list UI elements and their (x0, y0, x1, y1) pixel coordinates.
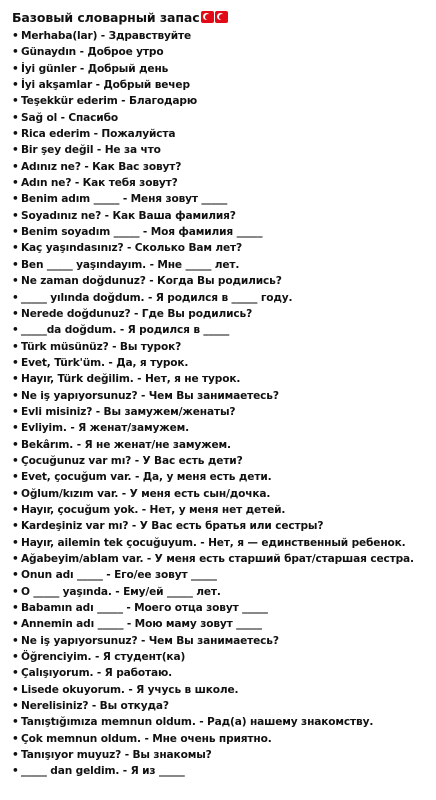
list-item (12, 763, 428, 779)
list-item (12, 290, 428, 306)
list-item (12, 404, 428, 420)
list-item-text: Rica ederim - Пожалуйста (21, 128, 176, 141)
bullet-icon: • (12, 422, 19, 435)
bullet-icon: • (12, 487, 19, 500)
bullet-icon: • (12, 356, 19, 369)
bullet-icon: • (12, 405, 19, 418)
bullet-icon: • (12, 700, 19, 713)
list-item (12, 371, 428, 387)
bullet-icon: • (12, 46, 19, 59)
bullet-icon: • (12, 569, 19, 582)
list-item (12, 584, 428, 600)
bullet-icon: • (12, 62, 19, 75)
bullet-icon: • (12, 242, 19, 255)
list-item-text: Ne iş yapıyorsunuz? - Чем Вы занимаетесь? (21, 634, 279, 647)
list-item-text: Nerelisiniz? - Вы откуда? (21, 700, 169, 713)
list-item (12, 257, 428, 273)
bullet-icon: • (12, 160, 19, 173)
list-item-text: Merhaba(lar) - Здравствуйте (21, 30, 192, 42)
bullet-icon: • (12, 226, 19, 239)
list-item-text: Günaydın - Доброе утро (21, 46, 164, 59)
bullet-icon: • (12, 177, 19, 190)
bullet-icon: • (12, 716, 19, 729)
bullet-icon: • (12, 30, 19, 42)
list-item-text: Onun adı _____ - Его/ее зовут _____ (21, 569, 217, 582)
list-item-text: Benim adım _____ - Меня зовут _____ (21, 193, 228, 206)
bullet-icon: • (12, 667, 19, 680)
list-item-text: Çalışıyorum. - Я работаю. (21, 667, 173, 680)
list-item-text: _____da doğdum. - Я родился в _____ (21, 324, 230, 337)
bullet-icon: • (12, 651, 19, 664)
bullet-icon: • (12, 340, 19, 353)
bullet-icon: • (12, 307, 19, 320)
list-item-text: Hayır, ailemin tek çocuğuyum. - Нет, я — единственный ребенок. (21, 536, 406, 549)
list-item (12, 322, 428, 338)
list-item (12, 388, 428, 404)
list-item-text: Ben _____ yaşındayım. - Мне _____ лет. (21, 258, 240, 271)
bullet-icon: • (12, 454, 19, 467)
list-item (12, 600, 428, 616)
list-item (12, 61, 428, 77)
list-item (12, 159, 428, 175)
list-item (12, 616, 428, 632)
list-item (12, 191, 428, 207)
bullet-icon: • (12, 209, 19, 222)
list-item-text: Tanışıyor muyuz? - Вы знакомы? (21, 749, 212, 762)
list-item-text: _____ dan geldim. - Я из _____ (21, 765, 185, 778)
list-item-text: Evliyim. - Я женат/замужем. (21, 422, 190, 435)
list-item (12, 142, 428, 158)
list-item-text: Çocuğunuz var mı? - У Вас есть дети? (21, 454, 243, 467)
bullet-icon: • (12, 79, 19, 92)
bullet-icon: • (12, 193, 19, 206)
list-item-text: Lisede okuyorum. - Я учусь в школе. (21, 683, 239, 696)
list-item-text: Nerede doğdunuz? - Где Вы родились? (21, 307, 253, 320)
list-item (12, 175, 428, 191)
list-item (12, 208, 428, 224)
list-item-text: Annemin adı _____ - Мою маму зовут _____ (21, 618, 262, 631)
list-item (12, 714, 428, 730)
list-item-text: Teşekkür ederim - Благодарю (21, 95, 197, 108)
list-item (12, 110, 428, 126)
bullet-icon: • (12, 373, 19, 386)
bullet-icon: • (12, 732, 19, 745)
list-item-text: İyi akşamlar - Добрый вечер (21, 79, 190, 92)
bullet-icon: • (12, 749, 19, 762)
list-item-text: Evet, çocuğum var. - Да, у меня есть дети. (21, 471, 272, 484)
list-item (12, 502, 428, 518)
list-item-text: İyi günler - Добрый день (21, 62, 169, 75)
list-item-text: Soyadınız ne? - Как Ваша фамилия? (21, 209, 236, 222)
list-item (12, 567, 428, 583)
list-item (12, 518, 428, 534)
list-item-text: Adınız ne? - Как Вас зовут? (21, 160, 182, 173)
title-row (12, 6, 428, 28)
list-item-text: _____ yılında doğdum. - Я родился в _____ году. (21, 291, 293, 304)
list-item-text: Hayır, çocuğum yok. - Нет, у меня нет детей. (21, 503, 286, 516)
list-item-text: Ağabeyim/ablam var. - У меня есть старший брат/старшая сестра. (21, 553, 414, 565)
list-item (12, 633, 428, 649)
bullet-icon: • (12, 291, 19, 304)
list-item-text: O _____ yaşında. - Ему/ей _____ лет. (21, 585, 221, 598)
list-item (12, 731, 428, 747)
bullet-icon: • (12, 634, 19, 647)
bullet-icon: • (12, 683, 19, 696)
list-item-text: Bir şey değil - Не за что (21, 144, 161, 157)
list-item (12, 551, 428, 567)
list-item-text: Çok memnun oldum. - Мне очень приятно. (21, 732, 272, 745)
list-item (12, 420, 428, 436)
bullet-icon: • (12, 503, 19, 516)
list-item-text: Bekârım. - Я не женат/не замужем. (21, 438, 231, 451)
list-item (12, 339, 428, 355)
list-item (12, 240, 428, 256)
list-item (12, 306, 428, 322)
list-item-text: Adın ne? - Как тебя зовут? (21, 177, 178, 190)
list-item (12, 28, 428, 44)
list-item (12, 355, 428, 371)
list-item-text: Tanıştığımıza memnun oldum. - Рад(а) нашему знакомству. (21, 716, 374, 729)
bullet-icon: • (12, 389, 19, 402)
bullet-icon: • (12, 520, 19, 533)
list-item (12, 44, 428, 60)
list-item-text: Sağ ol - Спасибо (21, 111, 118, 124)
list-item (12, 126, 428, 142)
bullet-icon: • (12, 128, 19, 141)
bullet-icon: • (12, 536, 19, 549)
list-item (12, 649, 428, 665)
bullet-icon: • (12, 585, 19, 598)
list-item-text: Kardeşiniz var mı? - У Вас есть братья или сестры? (21, 520, 324, 533)
list-item (12, 665, 428, 681)
list-item (12, 698, 428, 714)
turkish-flag-icon (215, 11, 228, 23)
bullet-icon: • (12, 324, 19, 337)
list-item (12, 437, 428, 453)
list-item (12, 273, 428, 289)
page-title: Базовый словарный запас (12, 9, 200, 25)
list-item (12, 469, 428, 485)
turkish-flag-icon (201, 11, 214, 23)
bullet-icon: • (12, 258, 19, 271)
bullet-icon: • (12, 438, 19, 451)
list-item (12, 747, 428, 763)
list-item-text: Türk müsünüz? - Вы турок? (21, 340, 182, 353)
list-item (12, 77, 428, 93)
bullet-icon: • (12, 111, 19, 124)
list-item (12, 535, 428, 551)
bullet-icon: • (12, 275, 19, 288)
list-item-text: Babamın adı _____ - Моего отца зовут _____ (21, 602, 268, 615)
bullet-icon: • (12, 602, 19, 615)
bullet-icon: • (12, 144, 19, 157)
list-item-text: Hayır, Türk değilim. - Нет, я не турок. (21, 373, 241, 386)
list-item-text: Ne iş yapıyorsunuz? - Чем Вы занимаетесь? (21, 389, 279, 402)
list-item (12, 453, 428, 469)
bullet-icon: • (12, 95, 19, 108)
bullet-icon: • (12, 765, 19, 778)
list-item (12, 682, 428, 698)
list-item-text: Evli misiniz? - Вы замужем/женаты? (21, 405, 236, 418)
bullet-icon: • (12, 553, 19, 565)
list-item-text: Oğlum/kızım var. - У меня есть сын/дочка. (21, 487, 271, 500)
list-item (12, 93, 428, 109)
list-item-text: Kaç yaşındasınız? - Сколько Вам лет? (21, 242, 243, 255)
bullet-icon: • (12, 471, 19, 484)
list-item-text: Benim soyadım _____ - Моя фамилия _____ (21, 226, 263, 239)
list-item (12, 486, 428, 502)
list-item (12, 224, 428, 240)
list-item-text: Ne zaman doğdunuz? - Когда Вы родились? (21, 275, 282, 288)
list-item-text: Evet, Türk'üm. - Да, я турок. (21, 356, 189, 369)
list-item-text: Öğrenciyim. - Я студент(ка) (21, 651, 186, 664)
vocabulary-list (12, 28, 428, 780)
bullet-icon: • (12, 618, 19, 631)
